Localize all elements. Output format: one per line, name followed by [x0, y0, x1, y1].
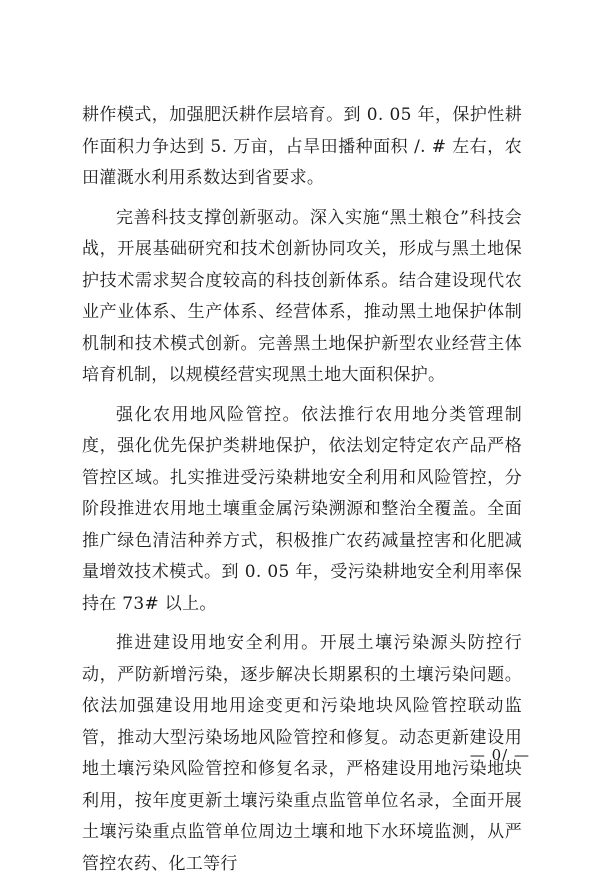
page-number: — 0/ —	[469, 746, 530, 764]
paragraph-3: 强化农用地风险管控。依法推行农用地分类管理制度，强化优先保护类耕地保护，依法划定特定农产品严格管控区域。扎实推进受污染耕地安全利用和风险管控，分阶段推进农用地土壤重金属污染溯源和整治全覆盖。全面推广绿色清洁种养方式，积极推广农药减量控害和化肥减量增效技术模式。到 0. 05 年，受污染耕地安全利用率保持在 73# 以上。	[82, 404, 522, 614]
document-body	[82, 100, 522, 888]
paragraph-4: 推进建设用地安全利用。开展土壤污染源头防控行动，严防新增污染，逐步解决长期累积的土壤污染问题。依法加强建设用地用途变更和污染地块风险管控联动监管，推动大型污染场地风险管控和修复。动态更新建设用地土壤污染风险管控和修复名录，严格建设用地污染地块利用，按年度更新土壤污染重点监管单位名录，全面开展土壤污染重点监管单位周边土壤和地下水环境监测，从严管控农药、化工等行	[82, 633, 522, 874]
paragraph-1: 耕作模式，加强肥沃耕作层培育。到 0. 05 年，保护性耕作面积力争达到 5. 万亩，占旱田播种面积 /. # 左右，农田灌溉水利用系数达到省要求。	[82, 105, 522, 188]
paragraph-2: 完善科技支撑创新驱动。深入实施“黑土粮仓”科技会战，开展基础研究和技术创新协同攻关，形成与黑土地保护技术需求契合度较高的科技创新体系。结合建设现代农业产业体系、生产体系、经营体系，推动黑土地保护体制机制和技术模式创新。完善黑土地保护新型农业经营主体培育机制，以规模经营实现黑土地大面积保护。	[82, 207, 522, 385]
